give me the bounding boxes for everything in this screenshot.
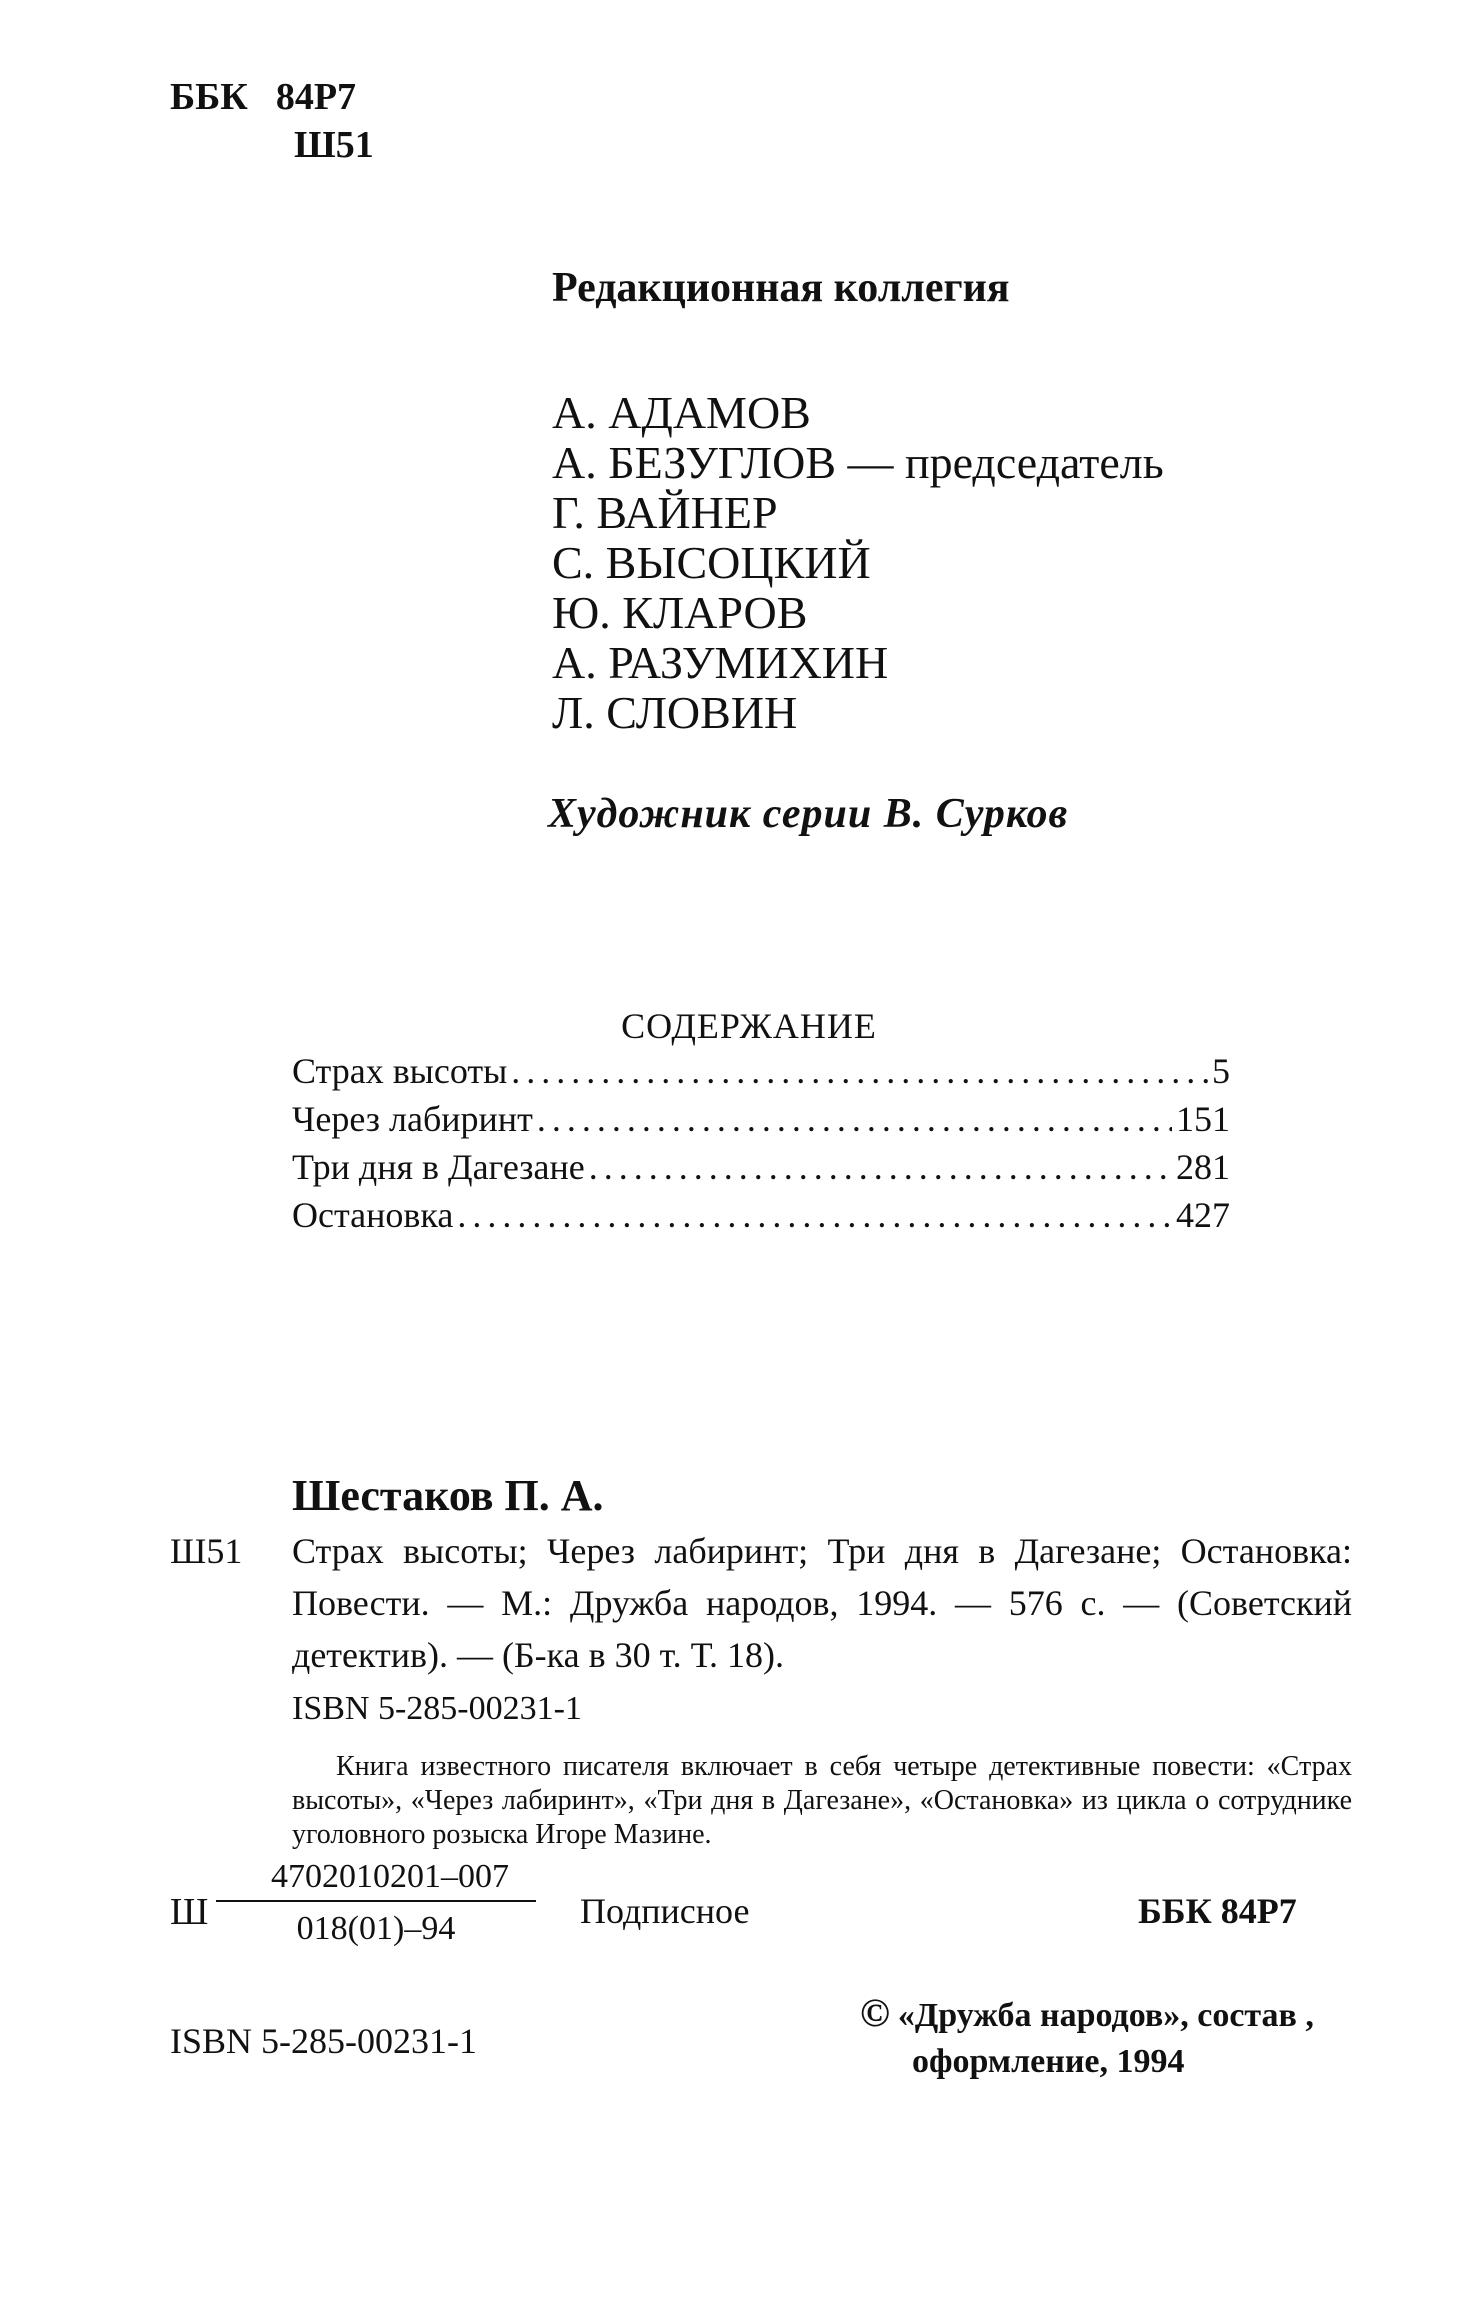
catalog-author: Шестаков П. А. bbox=[292, 1471, 604, 1520]
toc-entry-title: Через лабиринт bbox=[292, 1099, 533, 1139]
toc-entry-title: Страх высоты bbox=[292, 1051, 508, 1091]
imprint-letter: Ш bbox=[170, 1891, 209, 1933]
catalog-description: Страх высоты; Через лабиринт; Три дня в Дагезане; Остановка: Повести. — М.: Дружба народов, 1994. — 576 с. — (Советский детектив). — (Б-ка в 30 т. Т. 18). bbox=[292, 1531, 1352, 1675]
contents-title: СОДЕРЖАНИЕ bbox=[621, 1006, 877, 1046]
copyright-notice bbox=[860, 1990, 1314, 2085]
contents-heading bbox=[0, 1005, 1468, 1047]
board-member: Ю. КЛАРОВ bbox=[552, 587, 808, 638]
bbk-label: ББК bbox=[170, 76, 248, 118]
board-member: С. ВЫСОЦКИЙ bbox=[552, 537, 871, 588]
toc-entry[interactable] bbox=[292, 1146, 1230, 1194]
copyright-line-2: оформление, 1994 bbox=[912, 2043, 1185, 2080]
editorial-board-list bbox=[552, 388, 1164, 738]
series-artist: Художник серии В. Сурков bbox=[548, 791, 1069, 837]
toc-entry-page: 427 bbox=[1176, 1195, 1230, 1235]
board-member: Г. ВАЙНЕР bbox=[552, 487, 778, 538]
toc-entry-page: 151 bbox=[1176, 1099, 1230, 1139]
copyright-icon: © bbox=[860, 1990, 890, 2035]
board-member: Л. СЛОВИН bbox=[552, 687, 798, 738]
toc-entry-page: 5 bbox=[1212, 1051, 1230, 1091]
subscription-label: Подписное bbox=[580, 1891, 750, 1931]
imprint-denominator: 018(01)–94 bbox=[296, 1910, 456, 1947]
imprint-isbn: ISBN 5-285-00231-1 bbox=[170, 2021, 477, 2061]
board-member: А. РАЗУМИХИН bbox=[552, 637, 889, 688]
toc-entry[interactable] bbox=[292, 1098, 1230, 1146]
catalog-shelf-code: Ш51 bbox=[170, 1531, 243, 1571]
copyright-line-1: «Дружба народов», состав , bbox=[897, 1997, 1314, 2034]
catalog-annotation: Книга известного писателя включает в себя четыре детективные повести: «Страх высоты», «Через лабиринт», «Три дня в Дагезане», «Остановка» из цикла о сотруднике уголовного розыска Игоре Мазине. bbox=[292, 1751, 1352, 1850]
board-member: А. АДАМОВ bbox=[552, 387, 811, 438]
bbk-code: 84Р7 bbox=[275, 76, 357, 118]
toc-entry-title: Три дня в Дагезане bbox=[292, 1147, 585, 1187]
toc-entry-title: Остановка bbox=[292, 1195, 454, 1235]
board-member: А. БЕЗУГЛОВ — председатель bbox=[552, 437, 1164, 488]
imprint-index-fraction bbox=[216, 1858, 536, 1948]
toc-leader-dots bbox=[457, 1194, 1172, 1236]
toc-leader-dots bbox=[511, 1050, 1208, 1092]
toc-entry[interactable] bbox=[292, 1050, 1230, 1098]
toc-leader-dots bbox=[589, 1146, 1172, 1188]
bbk-classification bbox=[170, 78, 356, 116]
catalog-isbn: ISBN 5-285-00231-1 bbox=[292, 1690, 582, 1727]
shelf-code: Ш51 bbox=[294, 124, 374, 166]
toc-entry[interactable] bbox=[292, 1194, 1230, 1242]
table-of-contents bbox=[292, 1050, 1230, 1242]
toc-entry-page: 281 bbox=[1176, 1147, 1230, 1187]
imprint-numerator: 4702010201–007 bbox=[271, 1858, 509, 1895]
toc-leader-dots bbox=[537, 1098, 1172, 1140]
imprint-bbk: ББК 84Р7 bbox=[1138, 1891, 1297, 1931]
editorial-board-title: Редакционная коллегия bbox=[552, 265, 1010, 311]
